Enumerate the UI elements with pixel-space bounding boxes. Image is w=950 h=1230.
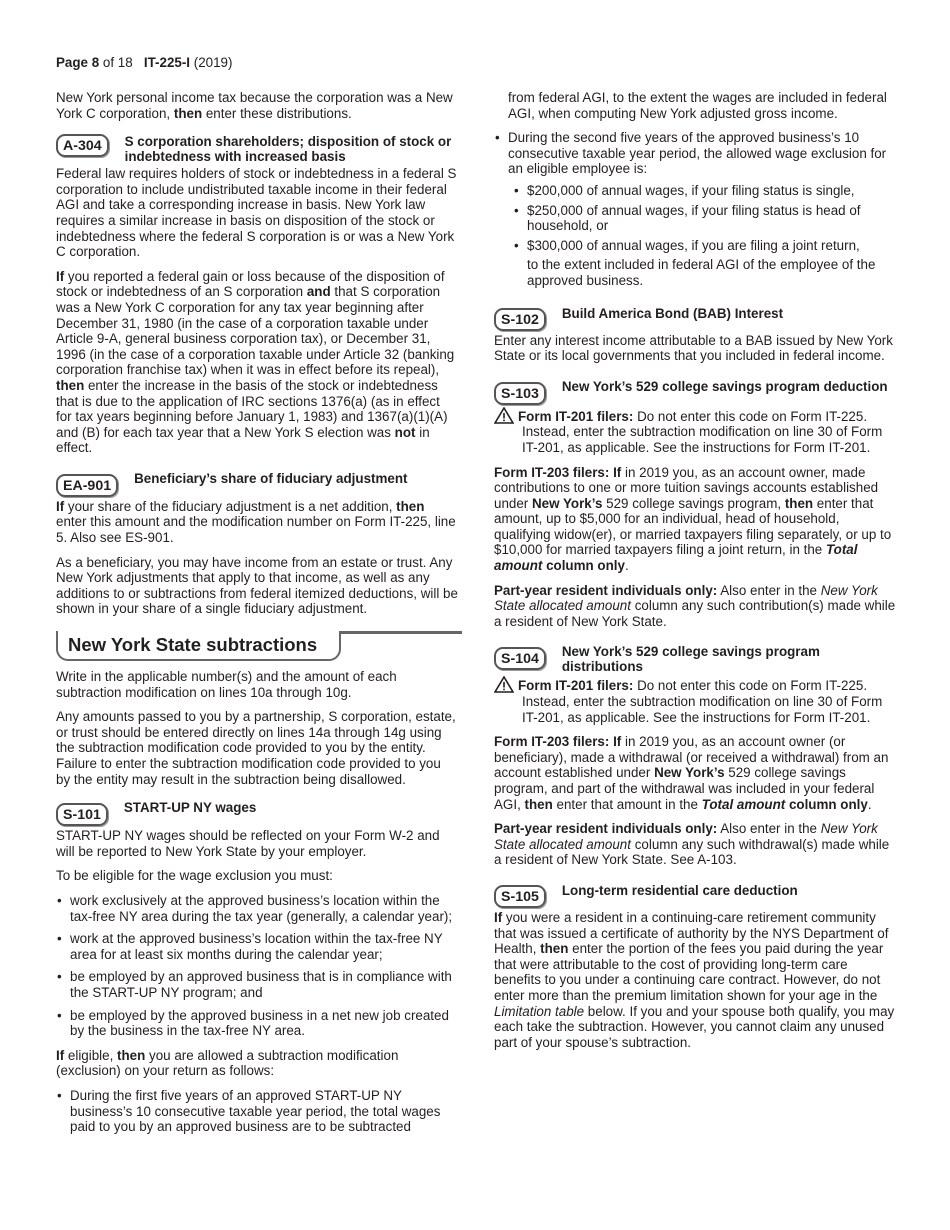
s103-heading: [494, 378, 897, 405]
right-column: [494, 90, 897, 1059]
code-badge: EA-901: [56, 474, 118, 497]
page-total: of 18: [99, 55, 133, 70]
warning-icon: [494, 407, 514, 424]
subtractions-paragraph-1: Write in the applicable number(s) and the amount of each subtraction modification on lines 10a through 10g.: [56, 669, 397, 700]
s101-paragraph-3: If eligible, then you are allowed a subtraction modification (exclusion) on your return as follows:: [56, 1047, 399, 1079]
s105-heading: [494, 882, 897, 908]
list-item: • During the second five years of the approved business’s 10 consecutive taxable year period, the allowed wage exclusion for an eligible employee is: • $200,000 of annual wages, if your filing status is single, • $250,000 of annual wages, if your filing status is head of household, or • $300,000 of annual wages, if you are filing a joint return, to the extent included in federal AGI of the employee of the approved business.: [494, 130, 897, 288]
s102-heading: [494, 305, 897, 331]
form-year: (2019): [190, 55, 233, 70]
exclusion-list: [56, 1088, 458, 1135]
warning-icon: [494, 676, 514, 693]
continued-text: from federal AGI, to the extent the wages are included in federal AGI, when computing New York adjusted gross income.: [508, 90, 887, 121]
s104-heading: [494, 643, 897, 674]
code-badge: S-101: [56, 803, 108, 826]
list-item: • work at the approved business’s location within the tax-free NY area for at least six months during the calendar year;: [56, 931, 458, 962]
s102-paragraph-1: Enter any interest income attributable to a BAB issued by New York State or its local governments that you included in federal income.: [494, 332, 893, 364]
list-item: • $200,000 of annual wages, if your filing status is single,: [508, 183, 897, 199]
list-item: • be employed by an approved business that is in compliance with the START-UP NY program; and: [56, 969, 458, 1000]
s105-paragraph-1: If you were a resident in a continuing-care retirement community that was issued a certificate of authority by the NYS Department of Health, then enter the portion of the fees you paid during the year that were attributable to the cost of providing long-term care benefits to you under a continuing care contract. However, do not enter more than the premium limitation shown for your age in the Limitation table below. If you and your spouse both qualify, you may each take the subtraction. However, you cannot claim any unused part of your spouse’s subtraction.: [494, 909, 895, 1050]
left-column: [56, 90, 458, 1144]
s103-paragraph-2: Form IT-203 filers: If in 2019 you, as an account owner, made contributions to one or more tuition savings accounts established under New York’s 529 college savings program, then enter that amount, up to $5,000 for an individual, head of household, qualifying widow(er), or married taxpayers filing separately, or up to $10,000 for married taxpayers filing a joint return, in the Total amount column only.: [494, 464, 892, 574]
a304-paragraph-2: If you reported a federal gain or loss because of the disposition of stock or indebtedness of an S corporation and that S corporation was a New York C corporation for any tax year beginning after December 31, 1980 (in the case of a corporation taxable under Article 9-A, general business corporation tax), or December 31, 1996 (in the case of a corporation taxable under Article 32 (banking corporation franchise tax) when it was in effect before its repeal), then enter the increase in the basis of the stock or indebtedness that is due to the application of IRC sections 1376(a) (as in effect for tax years beginning before January 1, 1983) and 1367(a)(1)(A) and (B) for each tax year that a New York S election was not in effect.: [56, 268, 455, 456]
s101-heading: [56, 799, 458, 826]
code-title: Beneficiary’s share of fiduciary adjustment: [134, 470, 408, 486]
s104-paragraph-3: Part-year resident individuals only: Also enter in the New York State allocated amount column any such withdrawal(s) made while a resident of New York State. See A-103.: [494, 821, 890, 868]
list-item: • be employed by the approved business in a net new job created by the business in the tax-free NY area.: [56, 1008, 458, 1039]
page-header: [56, 55, 232, 71]
page-number: Page 8: [56, 55, 100, 70]
wage-limit-tail: to the extent included in federal AGI of the employee of the approved business.: [527, 257, 876, 288]
code-title: S corporation shareholders; disposition of stock or indebtedness with increased basis: [124, 134, 452, 165]
s101-paragraph-1: START-UP NY wages should be reflected on your Form W-2 and will be reported to New York State by your employer.: [56, 828, 440, 859]
ea901-paragraph-1: If your share of the fiduciary adjustment is a net addition, then enter this amount and the modification number on Form IT-225, line 5. Also see ES-901.: [56, 498, 456, 546]
ea901-heading: [56, 470, 458, 497]
a304-heading: [56, 133, 458, 164]
s103-paragraph-3: Part-year resident individuals only: Also enter in the New York State allocated amount column any such contribution(s) made while a resident of New York State.: [494, 582, 896, 629]
section-header: [56, 631, 458, 659]
a304-paragraph-1: Federal law requires holders of stock or indebtedness in a federal S corporation to include undistributed taxable income in their federal AGI and take a corresponding increase in basis. New York law requires a similar increase in basis on disposition of the stock or indebtedness where the federal S corporation is or was a New York C corporation.: [56, 166, 457, 260]
form-id: IT-225-I: [143, 55, 191, 70]
s103-warning: Form IT-201 filers: Do not enter this code on Form IT-225. Instead, enter the subtraction modification on line 30 of Form IT-201, as applicable. See the instructions for Form IT-201.: [494, 407, 897, 456]
code-title: New York’s 529 college savings program distributions: [561, 644, 820, 675]
wage-limit-list: [508, 183, 897, 253]
code-title: START-UP NY wages: [123, 800, 257, 816]
code-title: Build America Bond (BAB) Interest: [561, 305, 784, 321]
code-badge: A-304: [56, 134, 109, 157]
code-badge: S-104: [494, 647, 546, 670]
code-title: Long-term residential care deduction: [561, 882, 798, 898]
s104-warning: Form IT-201 filers: Do not enter this code on Form IT-225. Instead, enter the subtraction modification on line 30 of Form IT-201, as applicable. See the instructions for Form IT-201.: [494, 676, 897, 725]
intro-paragraph: New York personal income tax because the corporation was a New York C corporation, then enter these distributions.: [56, 90, 453, 121]
eligibility-list: [56, 893, 458, 1039]
s101-paragraph-2: To be eligible for the wage exclusion you must:: [56, 868, 333, 884]
subtractions-paragraph-2: Any amounts passed to you by a partnership, S corporation, estate, or trust should be entered directly on lines 14a through 14g using the subtraction modification code provided to you by the entity. Failure to enter the subtraction modification code provided to you by the entity may result in the subtraction being disallowed.: [56, 709, 456, 787]
ea901-paragraph-2: As a beneficiary, you may have income from an estate or trust. Any New York adjustments that apply to that income, as well as any additions to or subtractions from federal itemized deductions, will be shown in your share of a single fiduciary adjustment.: [56, 554, 458, 617]
code-title: New York’s 529 college savings program deduction: [561, 378, 888, 394]
code-badge: S-105: [494, 885, 546, 908]
list-item: • During the first five years of an approved START-UP NY business’s 10 consecutive taxable year period, the total wages paid to you by an approved business are to be subtracted: [56, 1088, 458, 1135]
code-badge: S-103: [494, 382, 546, 405]
list-item: • $300,000 of annual wages, if you are filing a joint return,: [508, 238, 897, 254]
list-item: • $250,000 of annual wages, if your filing status is head of household, or: [508, 203, 897, 234]
s104-paragraph-2: Form IT-203 filers: If in 2019 you, as an account owner (or beneficiary), made a withdrawal (or received a withdrawal) from an account established under New York’s 529 college savings program, and part of the withdrawal was included in your federal AGI, then enter that amount in the Total amount column only.: [494, 734, 889, 812]
second-period-list: [494, 130, 897, 288]
list-item: • work exclusively at the approved business’s location within the tax-free NY area during the tax year (generally, a calendar year);: [56, 893, 458, 924]
section-title: New York State subtractions: [56, 631, 341, 661]
code-badge: S-102: [494, 308, 546, 331]
